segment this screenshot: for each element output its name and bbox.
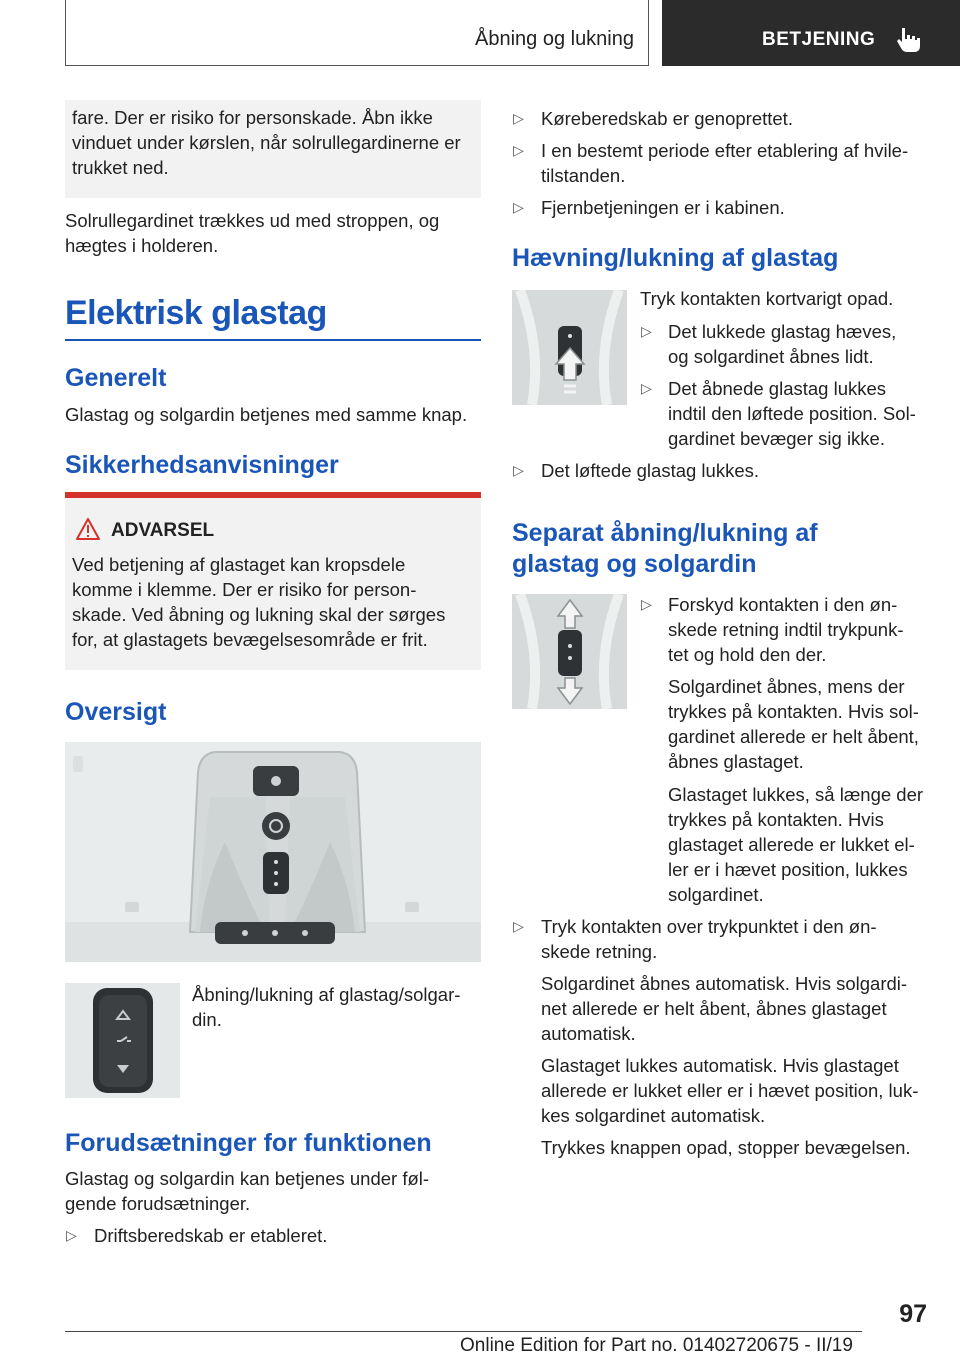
text-line: Det lukkede glastag hæves, bbox=[668, 321, 897, 342]
bullet-driftsberedskab: Driftsberedskab er etableret. bbox=[94, 1225, 328, 1246]
switch-caption bbox=[192, 982, 482, 1032]
triangle-right-icon: ▷ bbox=[513, 110, 524, 126]
separate-para-2 bbox=[668, 782, 923, 907]
safety-heading: Sikkerhedsanvisninger bbox=[65, 451, 339, 479]
separate-para-1 bbox=[668, 674, 919, 774]
bullet-koereberedskab: Køreberedskab er genoprettet. bbox=[541, 108, 793, 129]
separate-para-4 bbox=[541, 1053, 918, 1128]
text-line: glastaget allerede er lukket el- bbox=[668, 834, 915, 855]
raise-bullet-3: Det løftede glastag lukkes. bbox=[541, 460, 759, 481]
text-line: gardinet bevæger sig ikke. bbox=[668, 428, 885, 449]
text-line: vinduet under kørslen, når solrullegardinerne er bbox=[72, 132, 461, 153]
main-heading: Elektrisk glastag bbox=[65, 294, 327, 332]
triangle-right-icon: ▷ bbox=[641, 323, 652, 339]
pointing-hand-icon bbox=[896, 26, 922, 54]
triangle-right-icon: ▷ bbox=[513, 918, 524, 934]
text-line: din. bbox=[192, 1009, 222, 1030]
switch-detail-photo bbox=[65, 983, 180, 1098]
text-line: skede retning indtil trykpunk- bbox=[668, 619, 904, 640]
raise-bullet-1 bbox=[668, 319, 896, 369]
text-line: Ved betjening af glastaget kan kropsdele bbox=[72, 554, 406, 575]
triangle-right-icon: ▷ bbox=[641, 596, 652, 612]
text-line: fare. Der er risiko for personskade. Åbn ikke bbox=[72, 107, 433, 128]
sunblind-paragraph bbox=[65, 208, 481, 258]
page-number: 97 bbox=[899, 1300, 927, 1328]
text-line: Solgardinet åbnes, mens der bbox=[668, 676, 905, 697]
text-line: Solrullegardinet trækkes ud med stroppen, og bbox=[65, 210, 440, 231]
bullet-hviletilstand bbox=[541, 138, 908, 188]
warning-continuation-text bbox=[72, 105, 472, 180]
generelt-heading: Generelt bbox=[65, 364, 167, 392]
text-line: automatisk. bbox=[541, 1023, 636, 1044]
text-line: Glastaget lukkes automatisk. Hvis glastaget bbox=[541, 1055, 899, 1076]
text-line: Tryk kontakten over trykpunktet i den øn- bbox=[541, 916, 877, 937]
separate-bullet-2 bbox=[541, 914, 877, 964]
text-line: I en bestemt periode efter etablering af hvile- bbox=[541, 140, 909, 161]
text-line: allerede er lukket eller er i hævet position, luk- bbox=[541, 1080, 919, 1101]
heading-underline bbox=[65, 339, 481, 341]
triangle-right-icon: ▷ bbox=[641, 380, 652, 396]
raise-intro: Tryk kontakten kortvarigt opad. bbox=[640, 288, 894, 309]
text-line: skede retning. bbox=[541, 941, 658, 962]
text-line: tet og hold den der. bbox=[668, 644, 827, 665]
raise-heading: Hævning/lukning af glastag bbox=[512, 244, 839, 272]
text-line: ler er i hævet position, lukkes bbox=[668, 859, 908, 880]
text-line: gardinet allerede er helt åbent, bbox=[668, 726, 919, 747]
separate-para-5: Trykkes knappen opad, stopper bevægelsen. bbox=[541, 1137, 911, 1158]
warning-text bbox=[72, 552, 472, 652]
text-line: net allerede er helt åbent, åbnes glastaget bbox=[541, 998, 887, 1019]
text-line: Glastag og solgardin kan betjenes under føl- bbox=[65, 1168, 430, 1189]
roof-console-photo bbox=[65, 742, 481, 962]
text-line: Solgardinet åbnes automatisk. Hvis solgardi- bbox=[541, 973, 908, 994]
text-line: komme i klemme. Der er risiko for person- bbox=[72, 579, 417, 600]
text-line: hægtes i holderen. bbox=[65, 235, 219, 256]
heading-line: glastag og solgardin bbox=[512, 550, 757, 578]
text-line: skade. Ved åbning og lukning skal der sørges bbox=[72, 604, 446, 625]
text-line: trykkes på kontakten. Hvis bbox=[668, 809, 884, 830]
text-line: Forskyd kontakten i den øn- bbox=[668, 594, 898, 615]
text-line: åbnes glastaget. bbox=[668, 751, 804, 772]
footer-rule bbox=[65, 1331, 862, 1332]
separate-bullet-1 bbox=[668, 592, 903, 667]
text-line: tilstanden. bbox=[541, 165, 626, 186]
header-section-title: Åbning og lukning bbox=[474, 28, 634, 50]
bullet-fjernbetjening: Fjernbetjeningen er i kabinen. bbox=[541, 197, 785, 218]
header-section-box bbox=[65, 0, 649, 66]
triangle-right-icon: ▷ bbox=[513, 462, 524, 478]
prereq-text bbox=[65, 1166, 481, 1216]
text-line: Det åbnede glastag lukkes bbox=[668, 378, 887, 399]
footer-edition: Online Edition for Part no. 01402720675 - II/19 bbox=[460, 1335, 853, 1356]
separate-heading bbox=[512, 518, 932, 580]
text-line: Glastaget lukkes, så længe der bbox=[668, 784, 924, 805]
text-line: kes solgardinet automatisk. bbox=[541, 1105, 766, 1126]
generelt-text: Glastag og solgardin betjenes med samme knap. bbox=[65, 404, 468, 425]
overview-heading: Oversigt bbox=[65, 698, 167, 726]
text-line: trukket ned. bbox=[72, 157, 169, 178]
triangle-right-icon: ▷ bbox=[66, 1227, 77, 1243]
raise-bullet-2 bbox=[668, 376, 916, 451]
warning-label: ADVARSEL bbox=[111, 520, 215, 541]
header-chapter-title: BETJENING bbox=[762, 29, 876, 50]
text-line: indtil den løftede position. Sol- bbox=[668, 403, 916, 424]
raise-switch-photo bbox=[512, 290, 627, 405]
heading-line: Separat åbning/lukning af bbox=[512, 519, 818, 547]
triangle-right-icon: ▷ bbox=[513, 142, 524, 158]
header-chapter-box bbox=[662, 0, 960, 66]
text-line: Åbning/lukning af glastag/solgar- bbox=[192, 984, 461, 1005]
prereq-heading: Forudsætninger for funktionen bbox=[65, 1129, 432, 1157]
separate-switch-photo bbox=[512, 594, 627, 709]
text-line: gende forudsætninger. bbox=[65, 1193, 251, 1214]
separate-para-3 bbox=[541, 971, 907, 1046]
text-line: og solgardinet åbnes lidt. bbox=[668, 346, 874, 367]
text-line: trykkes på kontakten. Hvis sol- bbox=[668, 701, 919, 722]
warning-triangle-icon bbox=[76, 518, 100, 540]
text-line: solgardinet. bbox=[668, 884, 764, 905]
triangle-right-icon: ▷ bbox=[513, 199, 524, 215]
text-line: for, at glastagets bevægelsesområde er frit. bbox=[72, 629, 428, 650]
